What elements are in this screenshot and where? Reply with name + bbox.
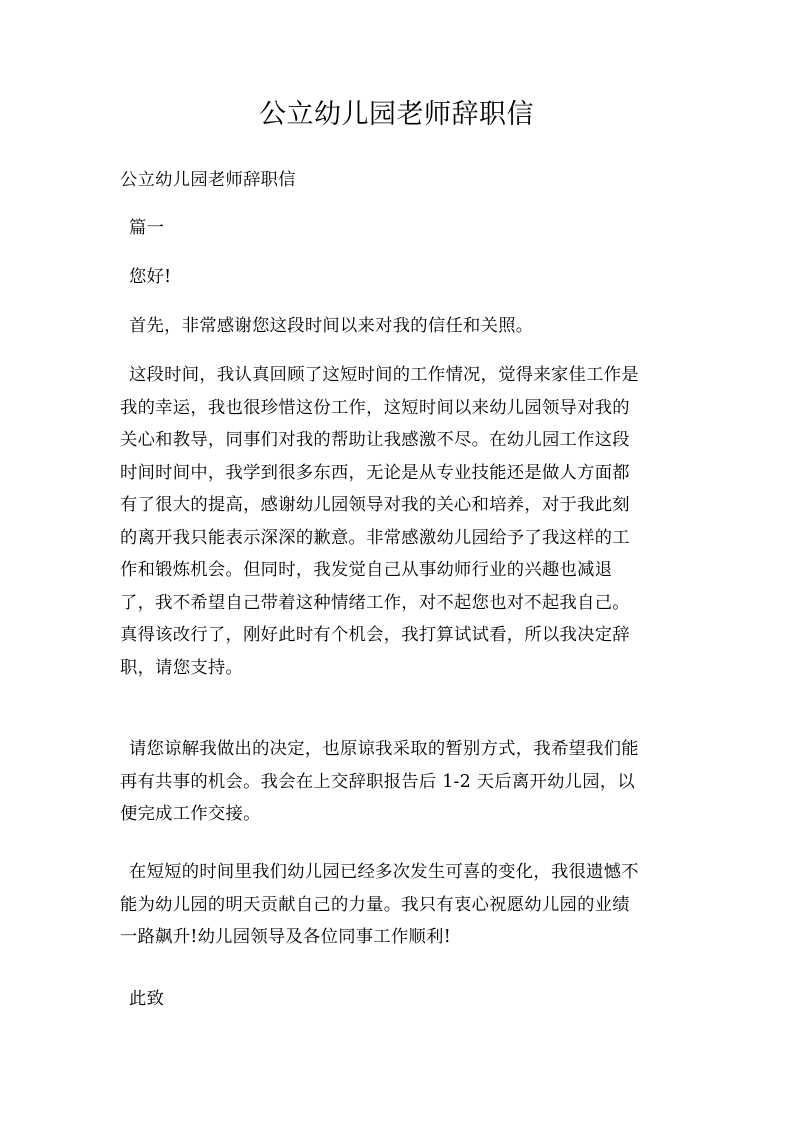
paragraph-2-line: 时间时间中，我学到很多东西，无论是从专业技能还是做人方面都 — [120, 462, 630, 483]
paragraph-4-line: 能为幼儿园的明天贡献自己的力量。我只有衷心祝愿幼儿园的业绩 — [120, 894, 630, 915]
paragraph-2 — [120, 359, 682, 684]
paragraph-1: 首先，非常感谢您这段时间以来对我的信任和关照。 — [129, 316, 534, 336]
paragraph-3-line: 请您谅解我做出的决定，也原谅我采取的暂别方式，我希望我们能 — [129, 739, 639, 759]
paragraph-2-line: 这段时间，我认真回顾了这短时间的工作情况，觉得来家佳工作是 — [129, 365, 639, 385]
paragraph-2-line: 我的幸运，我也很珍惜这份工作，这短时间以来幼儿园领导对我的 — [120, 397, 630, 418]
paragraph-3-line: 再有共事的机会。我会在上交辞职报告后 1-2 天后离开幼儿园，以 — [120, 771, 636, 792]
paragraph-2-line: 了，我不希望自己带着这种情绪工作，对不起您也对不起我自己。 — [120, 592, 630, 613]
paragraph-2-line: 真得该改行了，刚好此时有个机会，我打算试试看，所以我决定辞 — [120, 625, 630, 645]
paragraph-4-line: 在短短的时间里我们幼儿园已经多次发生可喜的变化，我很遗憾不 — [129, 862, 639, 882]
paragraph-2-line: 的离开我只能表示深深的歉意。非常感激幼儿园给予了我这样的工 — [120, 527, 630, 548]
document-title: 公立幼儿园老师辞职信 — [259, 99, 534, 130]
paragraph-2-line: 作和锻炼机会。但同时，我发觉自己从事幼师行业的兴趣也减退 — [120, 560, 613, 580]
section-heading: 篇一 — [129, 218, 165, 238]
closing: 此致 — [129, 989, 165, 1009]
paragraph-4 — [120, 856, 682, 954]
document-subtitle: 公立幼儿园老师辞职信 — [120, 170, 296, 190]
paragraph-2-line: 有了很大的提高，感谢幼儿园领导对我的关心和培养，对于我此刻 — [120, 495, 630, 515]
paragraph-2-line: 关心和教导，同事们对我的帮助让我感激不尽。在幼儿园工作这段 — [120, 430, 630, 450]
greeting: 您好! — [129, 267, 172, 287]
paragraph-2-line: 职，请您支持。 — [120, 657, 244, 678]
paragraph-4-line: 一路飙升!幼儿园领导及各位同事工作顺利! — [120, 927, 451, 947]
paragraph-3-line: 便完成工作交接。 — [120, 804, 261, 824]
paragraph-3 — [120, 733, 682, 831]
